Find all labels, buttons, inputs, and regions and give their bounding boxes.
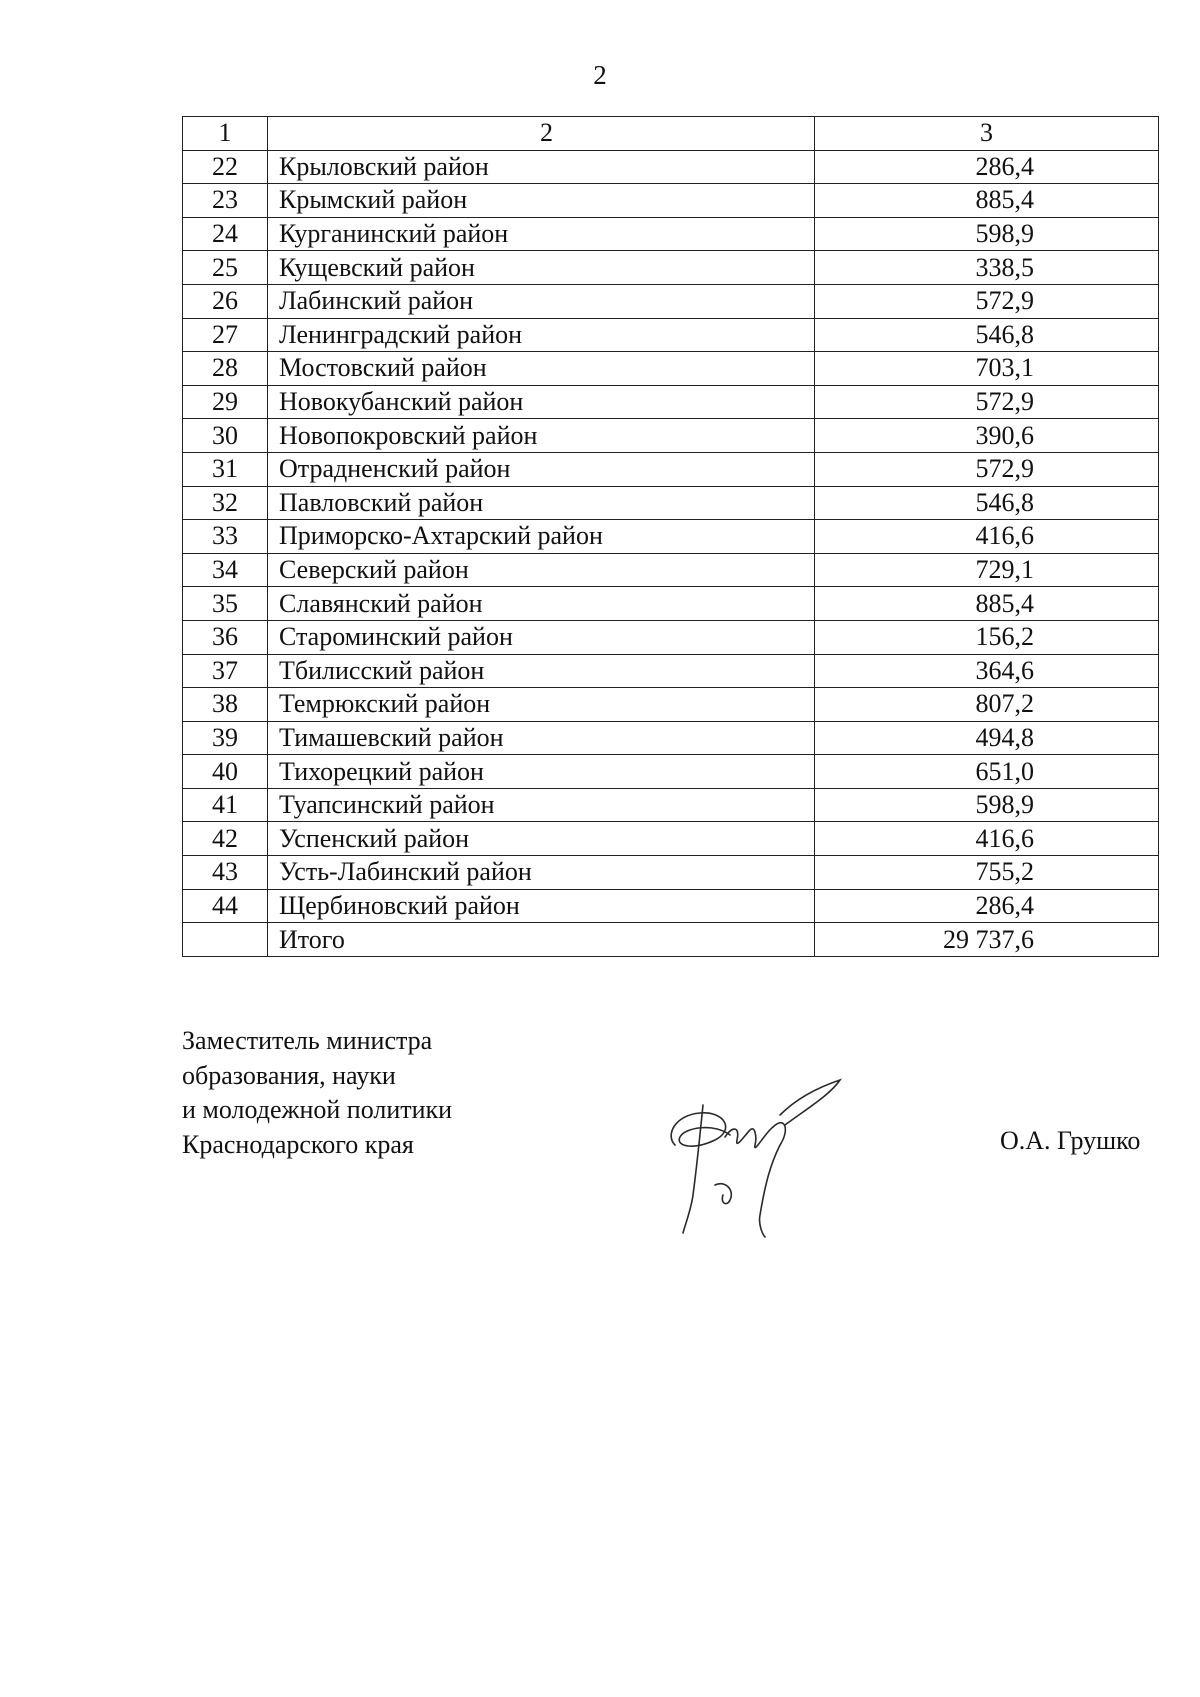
table-row [183, 318, 1159, 352]
table-row [183, 284, 1159, 318]
row-value: 729,1 [815, 553, 1159, 587]
table-row [183, 217, 1159, 251]
table-row [183, 385, 1159, 419]
row-value: 598,9 [815, 217, 1159, 251]
signer-name: О.А. Грушко [1000, 1126, 1141, 1155]
row-number: 39 [183, 721, 268, 755]
row-district-name: Итого [268, 923, 815, 957]
header-col-1: 1 [183, 117, 268, 151]
row-value: 572,9 [815, 284, 1159, 318]
row-district-name: Мостовский район [268, 352, 815, 386]
row-value: 755,2 [815, 856, 1159, 890]
row-district-name: Усть-Лабинский район [268, 856, 815, 890]
table-row [183, 620, 1159, 654]
table-header-row [183, 117, 1159, 151]
table-row [183, 856, 1159, 890]
row-number: 42 [183, 822, 268, 856]
page-number: 2 [593, 60, 607, 90]
table-row [183, 822, 1159, 856]
row-number: 31 [183, 452, 268, 486]
table-row [183, 889, 1159, 923]
row-value: 703,1 [815, 352, 1159, 386]
signature-block [182, 1024, 452, 1162]
row-number: 41 [183, 788, 268, 822]
row-value: 390,6 [815, 419, 1159, 453]
row-number: 27 [183, 318, 268, 352]
row-district-name: Новокубанский район [268, 385, 815, 419]
row-value: 156,2 [815, 620, 1159, 654]
row-number: 29 [183, 385, 268, 419]
row-district-name: Темрюкский район [268, 688, 815, 722]
row-number: 35 [183, 587, 268, 621]
table-row [183, 452, 1159, 486]
table-row [183, 184, 1159, 218]
row-value: 286,4 [815, 150, 1159, 184]
row-district-name: Отрадненский район [268, 452, 815, 486]
table-row [183, 486, 1159, 520]
handwritten-signature [655, 1075, 855, 1240]
row-number: 44 [183, 889, 268, 923]
row-district-name: Крыловский район [268, 150, 815, 184]
signer-title-line: Заместитель министра [182, 1026, 433, 1055]
row-value: 364,6 [815, 654, 1159, 688]
row-value: 416,6 [815, 822, 1159, 856]
row-district-name: Тимашевский район [268, 721, 815, 755]
row-number: 25 [183, 251, 268, 285]
table-row [183, 688, 1159, 722]
row-number: 23 [183, 184, 268, 218]
row-value: 598,9 [815, 788, 1159, 822]
row-district-name: Щербиновский район [268, 889, 815, 923]
signer-title-line: и молодежной политики [182, 1095, 453, 1124]
row-district-name: Крымский район [268, 184, 815, 218]
row-value: 885,4 [815, 184, 1159, 218]
row-number: 32 [183, 486, 268, 520]
allocation-table [182, 116, 1159, 957]
row-district-name: Северский район [268, 553, 815, 587]
table-row [183, 419, 1159, 453]
row-number: 26 [183, 284, 268, 318]
row-district-name: Туапсинский район [268, 788, 815, 822]
row-value: 286,4 [815, 889, 1159, 923]
table-row [183, 352, 1159, 386]
header-col-2: 2 [268, 117, 815, 151]
table-row [183, 721, 1159, 755]
row-number: 33 [183, 520, 268, 554]
row-district-name: Павловский район [268, 486, 815, 520]
row-value: 546,8 [815, 318, 1159, 352]
table-row [183, 788, 1159, 822]
row-district-name: Успенский район [268, 822, 815, 856]
signer-title-line: образования, науки [182, 1060, 396, 1090]
row-number: 30 [183, 419, 268, 453]
row-district-name: Ленинградский район [268, 318, 815, 352]
row-district-name: Приморско-Ахтарский район [268, 520, 815, 554]
row-district-name: Лабинский район [268, 284, 815, 318]
row-value: 416,6 [815, 520, 1159, 554]
row-number: 34 [183, 553, 268, 587]
row-value: 651,0 [815, 755, 1159, 789]
table-row [183, 553, 1159, 587]
table-row [183, 587, 1159, 621]
row-number: 43 [183, 856, 268, 890]
total-row [183, 923, 1159, 957]
row-value: 572,9 [815, 385, 1159, 419]
row-number: 38 [183, 688, 268, 722]
row-value: 494,8 [815, 721, 1159, 755]
table-row [183, 150, 1159, 184]
row-number: 36 [183, 620, 268, 654]
row-value: 29 737,6 [815, 923, 1159, 957]
table-row [183, 654, 1159, 688]
row-district-name: Новопокровский район [268, 419, 815, 453]
row-value: 338,5 [815, 251, 1159, 285]
header-col-3: 3 [815, 117, 1159, 151]
row-value: 885,4 [815, 587, 1159, 621]
signer-title-line: Краснодарского края [182, 1129, 414, 1159]
row-value: 807,2 [815, 688, 1159, 722]
row-value: 546,8 [815, 486, 1159, 520]
row-number: 28 [183, 352, 268, 386]
row-number: 22 [183, 150, 268, 184]
row-district-name: Тбилисский район [268, 654, 815, 688]
row-district-name: Курганинский район [268, 217, 815, 251]
row-district-name: Славянский район [268, 587, 815, 621]
row-number [183, 923, 268, 957]
table-row [183, 251, 1159, 285]
row-district-name: Кущевский район [268, 251, 815, 285]
table-row [183, 755, 1159, 789]
row-number: 40 [183, 755, 268, 789]
row-value: 572,9 [815, 452, 1159, 486]
row-district-name: Староминский район [268, 620, 815, 654]
row-district-name: Тихорецкий район [268, 755, 815, 789]
row-number: 24 [183, 217, 268, 251]
table-row [183, 520, 1159, 554]
row-number: 37 [183, 654, 268, 688]
